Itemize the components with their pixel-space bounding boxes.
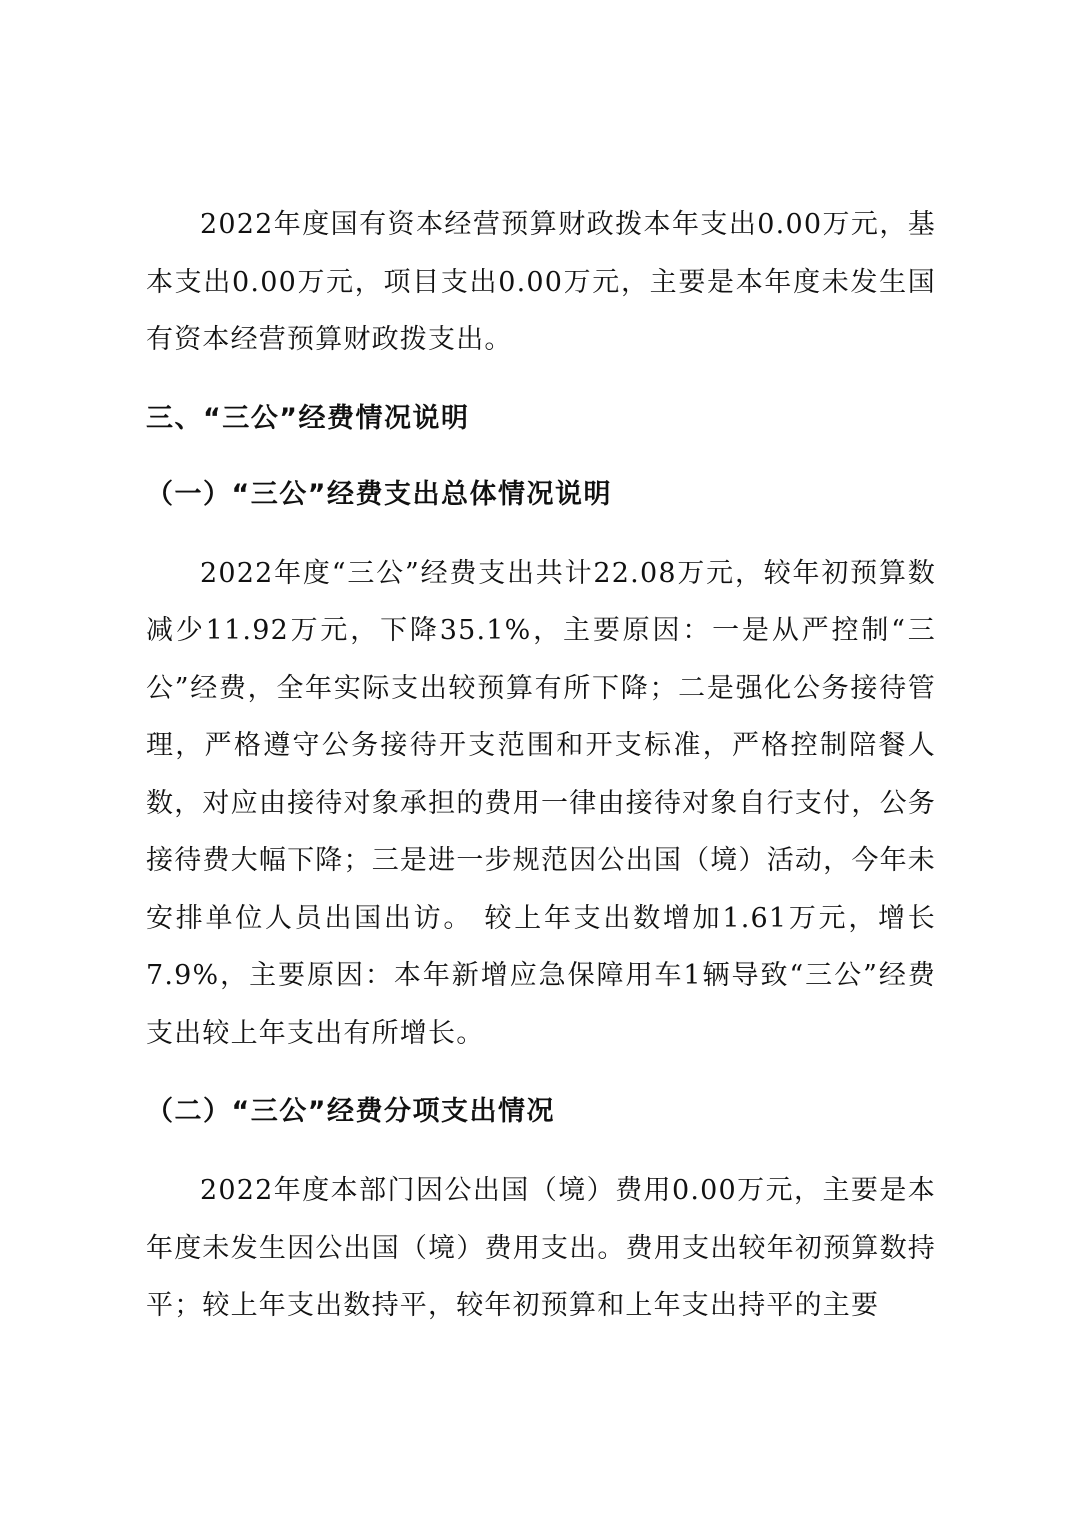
paragraph-state-capital-budget: 2022年度国有资本经营预算财政拨本年支出0.00万元，基本支出0.00万元，项目支出0.00万元，主要是本年度未发生国有资本经营预算财政拨支出。 — [146, 209, 936, 355]
subsection-title-itemized-expenditure: （二）“三公”经费分项支出情况 — [146, 1096, 555, 1127]
section-title-three-public-expenses: 三、“三公”经费情况说明 — [146, 402, 470, 434]
paragraph-overseas-travel-expenditure: 2022年度本部门因公出国（境）费用0.00万元，主要是本年度未发生因公出国（境）费用支出。费用支出较年初预算数持平；较上年支出数持平，较年初预算和上年支出持平的主要 — [146, 1175, 936, 1321]
paragraph-overall-expenditure: 2022年度“三公”经费支出共计22.08万元，较年初预算数减少11.92万元，下降35.1%，主要原因：一是从严控制“三公”经费，全年实际支出较预算有所下降；二是强化公务接待管理，严格遵守公务接待开支范围和开支标准，严格控制陪餐人数，对应由接待对象承担的费用一律由接待对象自行支付，公务接待费大幅下降；三是进一步规范因公出国（境）活动，今年未安排单位人员出国出访。 较上年支出数增加1.61万元，增长7.9%，主要原因：本年新增应急保障用车1辆导致“三公”经费支出较上年支出有所增长。 — [146, 557, 936, 1049]
document-body — [146, 196, 936, 1335]
subsection-title-overall-expenditure: （一）“三公”经费支出总体情况说明 — [146, 478, 612, 510]
